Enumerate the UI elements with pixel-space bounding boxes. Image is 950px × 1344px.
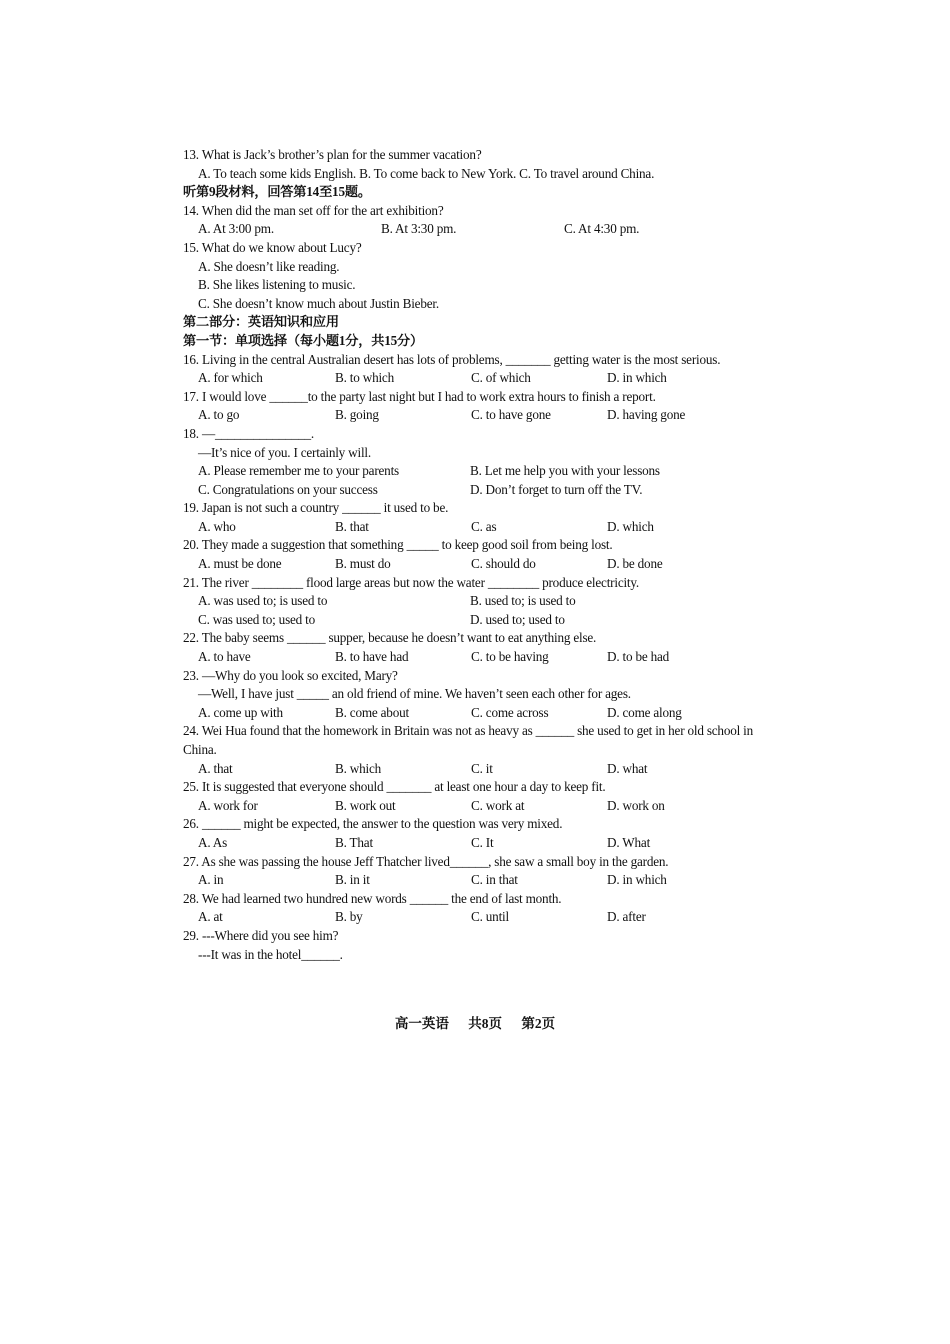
question-28: 28. We had learned two hundred new words ______ the end of last month.	[183, 890, 562, 906]
question-14: 14. When did the man set off for the art exhibition?	[183, 202, 444, 218]
option-c: C. come across	[471, 704, 549, 720]
question-15: 15. What do we know about Lucy?	[183, 239, 362, 255]
question-19: 19. Japan is not such a country ______ it used to be.	[183, 500, 449, 516]
option-d: D. used to; used to	[470, 611, 565, 627]
question-18: 18. —_______________.	[183, 425, 314, 441]
question-22: 22. The baby seems ______ supper, because he doesn’t want to eat anything else.	[183, 630, 597, 646]
option-a: A. in	[198, 872, 224, 888]
question-25: 25. It is suggested that everyone should _______ at least one hour a day to keep fit.	[183, 779, 606, 795]
question-18-options-row2	[183, 481, 763, 500]
footer-subject: 高一英语	[394, 1016, 449, 1031]
option-b: B. work out	[335, 797, 396, 813]
question-21-options-row2	[183, 611, 763, 630]
footer-total-pages: 共8页	[468, 1016, 502, 1031]
option-b: B. to which	[335, 370, 394, 386]
section-heading-9: 听第9段材料，回答第14至15题。	[183, 184, 371, 200]
question-14-options	[183, 220, 763, 239]
question-16: 16. Living in the central Australian desert has lots of problems, _______ getting water is the most serious.	[183, 351, 721, 367]
exam-content	[183, 146, 763, 964]
option-a: A. to have	[198, 649, 251, 665]
option-a: A. to go	[198, 407, 240, 423]
option-b: B. come about	[335, 704, 409, 720]
option-a: A. As	[198, 834, 228, 850]
option-d: D. What	[607, 834, 651, 850]
option-d: D. in which	[607, 370, 667, 386]
question-21: 21. The river ________ flood large areas but now the water ________ produce electricity.	[183, 574, 640, 590]
option-a: A. that	[198, 760, 233, 776]
option-c: C. until	[471, 909, 509, 925]
option-b: B. That	[335, 834, 373, 850]
question-23-reply: —Well, I have just _____ an old friend of mine. We haven’t seen each other for ages.	[198, 686, 631, 702]
option-a: A. Please remember me to your parents	[198, 463, 399, 479]
option-b: B. going	[335, 407, 379, 423]
option-b: B. which	[335, 760, 382, 776]
option-b: B. by	[335, 909, 363, 925]
question-19-options	[183, 518, 763, 537]
option-d: D. to be had	[607, 649, 670, 665]
option-d: D. in which	[607, 872, 667, 888]
option-b: B. that	[335, 518, 369, 534]
part-2-heading: 第二部分：英语知识和应用	[183, 314, 339, 330]
option-b: B. At 3:30 pm.	[381, 221, 457, 237]
question-18-options-row1	[183, 462, 763, 481]
option-b: B. must do	[335, 556, 391, 572]
option-d: D. work on	[607, 797, 665, 813]
option-a: A. must be done	[198, 556, 282, 572]
option-c: C. of which	[471, 370, 531, 386]
question-20: 20. They made a suggestion that something _____ to keep good soil from being lost.	[183, 537, 613, 553]
option-a: A. at	[198, 909, 223, 925]
option-a: A. who	[198, 518, 236, 534]
question-27-options	[183, 871, 763, 890]
question-24-options	[183, 760, 763, 779]
question-21-options-row1	[183, 592, 763, 611]
question-22-options	[183, 648, 763, 667]
option-c: C. was used to; used to	[198, 611, 316, 627]
option-c: C. it	[471, 760, 493, 776]
question-20-options	[183, 555, 763, 574]
question-29: 29. ---Where did you see him?	[183, 927, 339, 943]
option-a: A. was used to; is used to	[198, 593, 328, 609]
option-c: C. in that	[471, 872, 518, 888]
question-25-options	[183, 797, 763, 816]
option-b: B. Let me help you with your lessons	[470, 463, 660, 479]
option-d: D. having gone	[607, 407, 686, 423]
question-23-options	[183, 704, 763, 723]
option-d: D. which	[607, 518, 654, 534]
question-24: 24. Wei Hua found that the homework in Britain was not as heavy as ______ she used to get in her old school in China.	[183, 723, 754, 757]
question-17-options	[183, 406, 763, 425]
question-15-option-b: B. She likes listening to music.	[198, 277, 356, 293]
option-c: C. to be having	[471, 649, 549, 665]
option-c: C. Congratulations on your success	[198, 481, 378, 497]
question-26: 26. ______ might be expected, the answer to the question was very mixed.	[183, 816, 563, 832]
page-footer	[0, 1012, 950, 1032]
option-d: D. Don’t forget to turn off the TV.	[470, 481, 643, 497]
option-b: B. used to; is used to	[470, 593, 576, 609]
option-c: C. should do	[471, 556, 536, 572]
section-1-heading: 第一节：单项选择（每小题1分，共15分）	[183, 332, 423, 348]
option-b: B. in it	[335, 872, 370, 888]
question-28-options	[183, 908, 763, 927]
option-c: C. as	[471, 518, 497, 534]
option-d: D. be done	[607, 556, 663, 572]
option-c: C. work at	[471, 797, 525, 813]
option-d: D. after	[607, 909, 646, 925]
question-29-reply: ---It was in the hotel______.	[198, 946, 343, 962]
option-c: C. It	[471, 834, 494, 850]
option-a: A. work for	[198, 797, 258, 813]
question-27: 27. As she was passing the house Jeff Thatcher lived______, she saw a small boy in the garden.	[183, 853, 669, 869]
question-23: 23. —Why do you look so excited, Mary?	[183, 667, 398, 683]
question-26-options	[183, 834, 763, 853]
question-13-options: A. To teach some kids English. B. To come back to New York. C. To travel around China.	[198, 165, 655, 181]
option-a: A. At 3:00 pm.	[198, 221, 274, 237]
question-17: 17. I would love ______to the party last night but I had to work extra hours to finish a report.	[183, 388, 656, 404]
question-18-reply: —It’s nice of you. I certainly will.	[198, 444, 371, 460]
option-b: B. to have had	[335, 649, 409, 665]
question-15-option-c: C. She doesn’t know much about Justin Bieber.	[198, 295, 439, 311]
option-a: A. come up with	[198, 704, 283, 720]
option-a: A. for which	[198, 370, 263, 386]
option-d: D. come along	[607, 704, 682, 720]
option-c: C. to have gone	[471, 407, 551, 423]
option-c: C. At 4:30 pm.	[564, 221, 640, 237]
question-13: 13. What is Jack’s brother’s plan for the summer vacation?	[183, 147, 482, 162]
footer-page-number: 第2页	[521, 1016, 556, 1031]
question-15-option-a: A. She doesn’t like reading.	[198, 258, 340, 274]
question-16-options	[183, 369, 763, 388]
option-d: D. what	[607, 760, 648, 776]
